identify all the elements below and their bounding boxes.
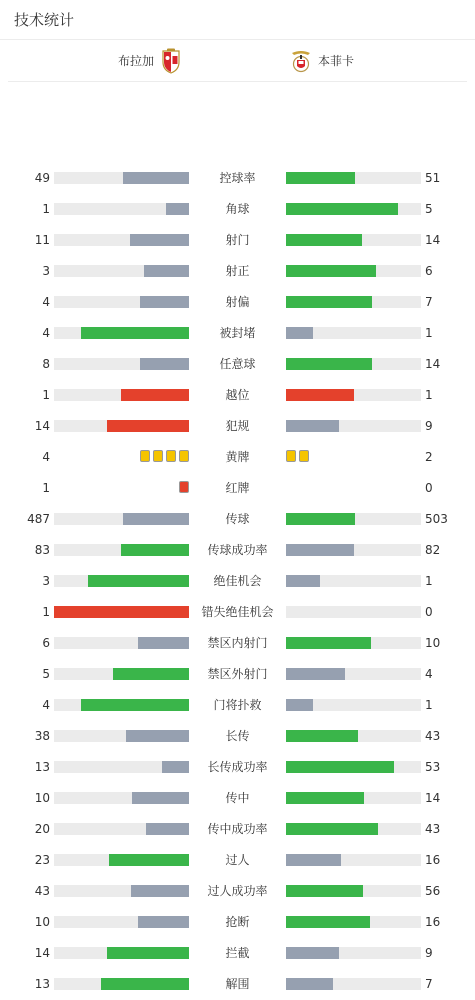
stat-row bbox=[0, 597, 475, 628]
header bbox=[0, 0, 475, 40]
home-bar-track bbox=[54, 823, 189, 835]
away-bar-fill bbox=[286, 203, 398, 215]
stat-row bbox=[0, 876, 475, 907]
away-bar-track bbox=[286, 203, 421, 215]
stat-row bbox=[0, 845, 475, 876]
home-bar-fill bbox=[132, 792, 189, 804]
home-bar-fill bbox=[121, 389, 189, 401]
stat-label: 越位 bbox=[225, 388, 250, 402]
stat-label: 射正 bbox=[225, 264, 250, 278]
away-bar-fill bbox=[286, 885, 363, 897]
away-stat-value: 14 bbox=[425, 791, 441, 805]
away-stat-value: 1 bbox=[425, 574, 433, 588]
away-bar-track bbox=[286, 327, 421, 339]
away-bar-fill bbox=[286, 978, 333, 990]
home-bar-fill bbox=[101, 978, 189, 990]
stat-label: 任意球 bbox=[219, 357, 256, 371]
home-bar-track bbox=[54, 668, 189, 680]
away-stat-value: 56 bbox=[425, 884, 441, 898]
away-bar-fill bbox=[286, 327, 313, 339]
away-bar-fill bbox=[286, 730, 358, 742]
away-bar-fill bbox=[286, 761, 394, 773]
home-bar-track bbox=[54, 234, 189, 246]
home-yellow-cards bbox=[140, 450, 189, 464]
yellow-card-icon bbox=[153, 450, 163, 462]
home-bar-track bbox=[54, 544, 189, 556]
home-stat-value: 4 bbox=[42, 295, 50, 309]
page-title: 技术统计 bbox=[14, 11, 75, 29]
home-bar-track bbox=[54, 947, 189, 959]
home-bar-fill bbox=[166, 203, 189, 215]
home-stat-value: 20 bbox=[34, 822, 50, 836]
stat-label: 射门 bbox=[225, 233, 250, 247]
stat-row bbox=[0, 814, 475, 845]
away-stat-value: 7 bbox=[425, 977, 433, 991]
home-bar-fill bbox=[130, 234, 189, 246]
home-stat-value: 1 bbox=[42, 481, 50, 495]
home-bar-fill bbox=[107, 947, 189, 959]
away-bar-track bbox=[286, 389, 421, 401]
away-bar-track bbox=[286, 947, 421, 959]
away-bar-fill bbox=[286, 792, 364, 804]
home-bar-fill bbox=[126, 730, 189, 742]
away-bar-fill bbox=[286, 947, 339, 959]
home-bar-fill bbox=[54, 606, 189, 618]
home-stat-value: 1 bbox=[42, 605, 50, 619]
home-stat-value: 6 bbox=[42, 636, 50, 650]
away-stat-value: 1 bbox=[425, 698, 433, 712]
away-bar-track bbox=[286, 606, 421, 618]
home-stat-value: 83 bbox=[34, 543, 50, 557]
away-bar-fill bbox=[286, 823, 378, 835]
away-stat-value: 53 bbox=[425, 760, 441, 774]
away-stat-value: 51 bbox=[425, 171, 441, 185]
stat-label: 拦截 bbox=[225, 946, 250, 960]
home-team-name: 布拉加 bbox=[117, 54, 154, 68]
away-bar-fill bbox=[286, 916, 370, 928]
home-stat-value: 14 bbox=[34, 946, 50, 960]
away-team[interactable] bbox=[290, 40, 354, 81]
home-bar-track bbox=[54, 699, 189, 711]
away-bar-fill bbox=[286, 172, 355, 184]
stat-row bbox=[0, 721, 475, 752]
benfica-crest-icon bbox=[290, 48, 312, 74]
yellow-card-icon bbox=[179, 450, 189, 462]
home-stat-value: 43 bbox=[34, 884, 50, 898]
away-bar-fill bbox=[286, 234, 362, 246]
away-bar-fill bbox=[286, 513, 355, 525]
away-stat-value: 1 bbox=[425, 388, 433, 402]
team-header bbox=[8, 40, 467, 82]
away-stat-value: 14 bbox=[425, 357, 441, 371]
home-bar-track bbox=[54, 265, 189, 277]
home-bar-track bbox=[54, 513, 189, 525]
home-bar-track bbox=[54, 885, 189, 897]
home-bar-fill bbox=[162, 761, 189, 773]
home-bar-fill bbox=[123, 172, 189, 184]
away-stat-value: 1 bbox=[425, 326, 433, 340]
stat-label: 传中成功率 bbox=[207, 822, 268, 836]
stat-row bbox=[0, 566, 475, 597]
home-stat-value: 487 bbox=[27, 512, 50, 526]
away-bar-fill bbox=[286, 389, 354, 401]
home-bar-fill bbox=[131, 885, 189, 897]
away-bar-track bbox=[286, 854, 421, 866]
braga-crest-icon bbox=[160, 48, 182, 74]
away-stat-value: 14 bbox=[425, 233, 441, 247]
home-bar-fill bbox=[123, 513, 189, 525]
away-yellow-cards bbox=[286, 450, 309, 464]
home-bar-track bbox=[54, 172, 189, 184]
away-bar-fill bbox=[286, 668, 345, 680]
stat-row bbox=[0, 504, 475, 535]
home-bar-track bbox=[54, 358, 189, 370]
stat-label: 长传 bbox=[225, 729, 250, 743]
home-bar-track bbox=[54, 327, 189, 339]
home-stat-value: 38 bbox=[34, 729, 50, 743]
home-stat-value: 1 bbox=[42, 202, 50, 216]
away-bar-track bbox=[286, 544, 421, 556]
home-stat-value: 8 bbox=[42, 357, 50, 371]
stat-label: 错失绝佳机会 bbox=[201, 605, 274, 619]
home-stat-value: 10 bbox=[34, 791, 50, 805]
away-bar-track bbox=[286, 265, 421, 277]
home-stat-value: 5 bbox=[42, 667, 50, 681]
home-stat-value: 14 bbox=[34, 419, 50, 433]
away-bar-track bbox=[286, 699, 421, 711]
home-stat-value: 49 bbox=[34, 171, 50, 185]
away-stat-value: 5 bbox=[425, 202, 433, 216]
home-bar-track bbox=[54, 854, 189, 866]
away-bar-track bbox=[286, 296, 421, 308]
away-stat-value: 9 bbox=[425, 946, 433, 960]
stat-row bbox=[0, 287, 475, 318]
stat-row bbox=[0, 473, 475, 504]
away-bar-track bbox=[286, 172, 421, 184]
away-bar-track bbox=[286, 513, 421, 525]
away-stat-value: 0 bbox=[425, 605, 433, 619]
stat-label: 控球率 bbox=[219, 171, 256, 185]
home-bar-fill bbox=[138, 637, 189, 649]
home-stat-value: 13 bbox=[34, 760, 50, 774]
away-bar-fill bbox=[286, 544, 354, 556]
stat-row bbox=[0, 938, 475, 969]
stat-row bbox=[0, 659, 475, 690]
away-bar-track bbox=[286, 823, 421, 835]
home-bar-track bbox=[54, 792, 189, 804]
away-stat-value: 2 bbox=[425, 450, 433, 464]
stat-row bbox=[0, 349, 475, 380]
stat-label: 禁区内射门 bbox=[207, 636, 268, 650]
home-stat-value: 23 bbox=[34, 853, 50, 867]
away-bar-fill bbox=[286, 637, 371, 649]
stat-row bbox=[0, 380, 475, 411]
home-red-cards bbox=[179, 481, 189, 495]
home-bar-track bbox=[54, 916, 189, 928]
away-bar-track bbox=[286, 668, 421, 680]
away-bar-track bbox=[286, 885, 421, 897]
red-card-icon bbox=[179, 481, 189, 493]
home-bar-fill bbox=[140, 358, 189, 370]
stat-row bbox=[0, 535, 475, 566]
away-stat-value: 0 bbox=[425, 481, 433, 495]
away-bar-fill bbox=[286, 296, 372, 308]
yellow-card-icon bbox=[286, 450, 296, 462]
stat-label: 禁区外射门 bbox=[207, 667, 268, 681]
stat-label: 解围 bbox=[225, 977, 250, 991]
stat-label: 被封堵 bbox=[219, 326, 256, 340]
stat-label: 黄牌 bbox=[225, 450, 250, 464]
away-bar-fill bbox=[286, 420, 339, 432]
away-bar-fill bbox=[286, 358, 372, 370]
home-bar-fill bbox=[144, 265, 189, 277]
away-bar-track bbox=[286, 761, 421, 773]
home-bar-fill bbox=[146, 823, 189, 835]
home-bar-fill bbox=[113, 668, 189, 680]
stat-row bbox=[0, 752, 475, 783]
away-bar-track bbox=[286, 916, 421, 928]
away-team-name: 本菲卡 bbox=[318, 54, 355, 68]
home-bar-fill bbox=[121, 544, 189, 556]
away-stat-value: 7 bbox=[425, 295, 433, 309]
yellow-card-icon bbox=[299, 450, 309, 462]
home-stat-value: 3 bbox=[42, 574, 50, 588]
stat-row bbox=[0, 690, 475, 721]
home-bar-fill bbox=[140, 296, 189, 308]
stat-label: 绝佳机会 bbox=[213, 574, 262, 588]
home-bar-fill bbox=[81, 327, 189, 339]
home-bar-fill bbox=[109, 854, 189, 866]
home-bar-track bbox=[54, 637, 189, 649]
home-bar-track bbox=[54, 296, 189, 308]
home-bar-fill bbox=[88, 575, 189, 587]
home-stat-value: 4 bbox=[42, 326, 50, 340]
away-bar-track bbox=[286, 978, 421, 990]
home-bar-track bbox=[54, 606, 189, 618]
stat-row bbox=[0, 411, 475, 442]
home-stat-value: 3 bbox=[42, 264, 50, 278]
stat-row bbox=[0, 783, 475, 814]
home-bar-fill bbox=[138, 916, 189, 928]
home-stat-value: 13 bbox=[34, 977, 50, 991]
away-bar-track bbox=[286, 637, 421, 649]
home-bar-fill bbox=[81, 699, 189, 711]
home-stat-value: 4 bbox=[42, 450, 50, 464]
stat-label: 传中 bbox=[225, 791, 250, 805]
stat-label: 角球 bbox=[225, 202, 250, 216]
away-bar-track bbox=[286, 730, 421, 742]
away-stat-value: 16 bbox=[425, 853, 441, 867]
away-stat-value: 10 bbox=[425, 636, 441, 650]
stat-label: 长传成功率 bbox=[207, 760, 268, 774]
stat-row bbox=[0, 907, 475, 938]
home-stat-value: 1 bbox=[42, 388, 50, 402]
stat-row bbox=[0, 628, 475, 659]
home-bar-track bbox=[54, 389, 189, 401]
stat-row bbox=[0, 163, 475, 194]
away-bar-fill bbox=[286, 265, 376, 277]
away-stat-value: 9 bbox=[425, 419, 433, 433]
away-stat-value: 16 bbox=[425, 915, 441, 929]
home-bar-track bbox=[54, 203, 189, 215]
stat-row bbox=[0, 442, 475, 473]
yellow-card-icon bbox=[140, 450, 150, 462]
home-team[interactable] bbox=[118, 40, 182, 81]
stat-label: 红牌 bbox=[225, 481, 250, 495]
home-stat-value: 11 bbox=[34, 233, 50, 247]
away-bar-fill bbox=[286, 575, 320, 587]
stat-label: 犯规 bbox=[225, 419, 250, 433]
home-bar-track bbox=[54, 575, 189, 587]
away-stat-value: 82 bbox=[425, 543, 441, 557]
home-bar-fill bbox=[107, 420, 189, 432]
home-bar-track bbox=[54, 978, 189, 990]
away-bar-track bbox=[286, 792, 421, 804]
away-bar-track bbox=[286, 420, 421, 432]
stat-row bbox=[0, 969, 475, 1000]
stat-label: 门将扑救 bbox=[213, 698, 262, 712]
yellow-card-icon bbox=[166, 450, 176, 462]
home-stat-value: 4 bbox=[42, 698, 50, 712]
stat-label: 过人成功率 bbox=[207, 884, 268, 898]
home-bar-track bbox=[54, 761, 189, 773]
stat-label: 抢断 bbox=[225, 915, 250, 929]
stat-row bbox=[0, 318, 475, 349]
away-bar-fill bbox=[286, 699, 313, 711]
away-stat-value: 43 bbox=[425, 729, 441, 743]
away-bar-track bbox=[286, 575, 421, 587]
away-stat-value: 503 bbox=[425, 512, 448, 526]
home-bar-track bbox=[54, 730, 189, 742]
away-stat-value: 4 bbox=[425, 667, 433, 681]
away-stat-value: 6 bbox=[425, 264, 433, 278]
stat-label: 传球成功率 bbox=[207, 543, 268, 557]
away-bar-fill bbox=[286, 854, 341, 866]
away-stat-value: 43 bbox=[425, 822, 441, 836]
stat-row bbox=[0, 225, 475, 256]
stat-row bbox=[0, 194, 475, 225]
stat-label: 过人 bbox=[225, 853, 250, 867]
away-bar-track bbox=[286, 358, 421, 370]
home-stat-value: 10 bbox=[34, 915, 50, 929]
stat-label: 射偏 bbox=[225, 295, 250, 309]
home-bar-track bbox=[54, 420, 189, 432]
away-bar-track bbox=[286, 234, 421, 246]
stat-row bbox=[0, 256, 475, 287]
stat-label: 传球 bbox=[225, 512, 250, 526]
